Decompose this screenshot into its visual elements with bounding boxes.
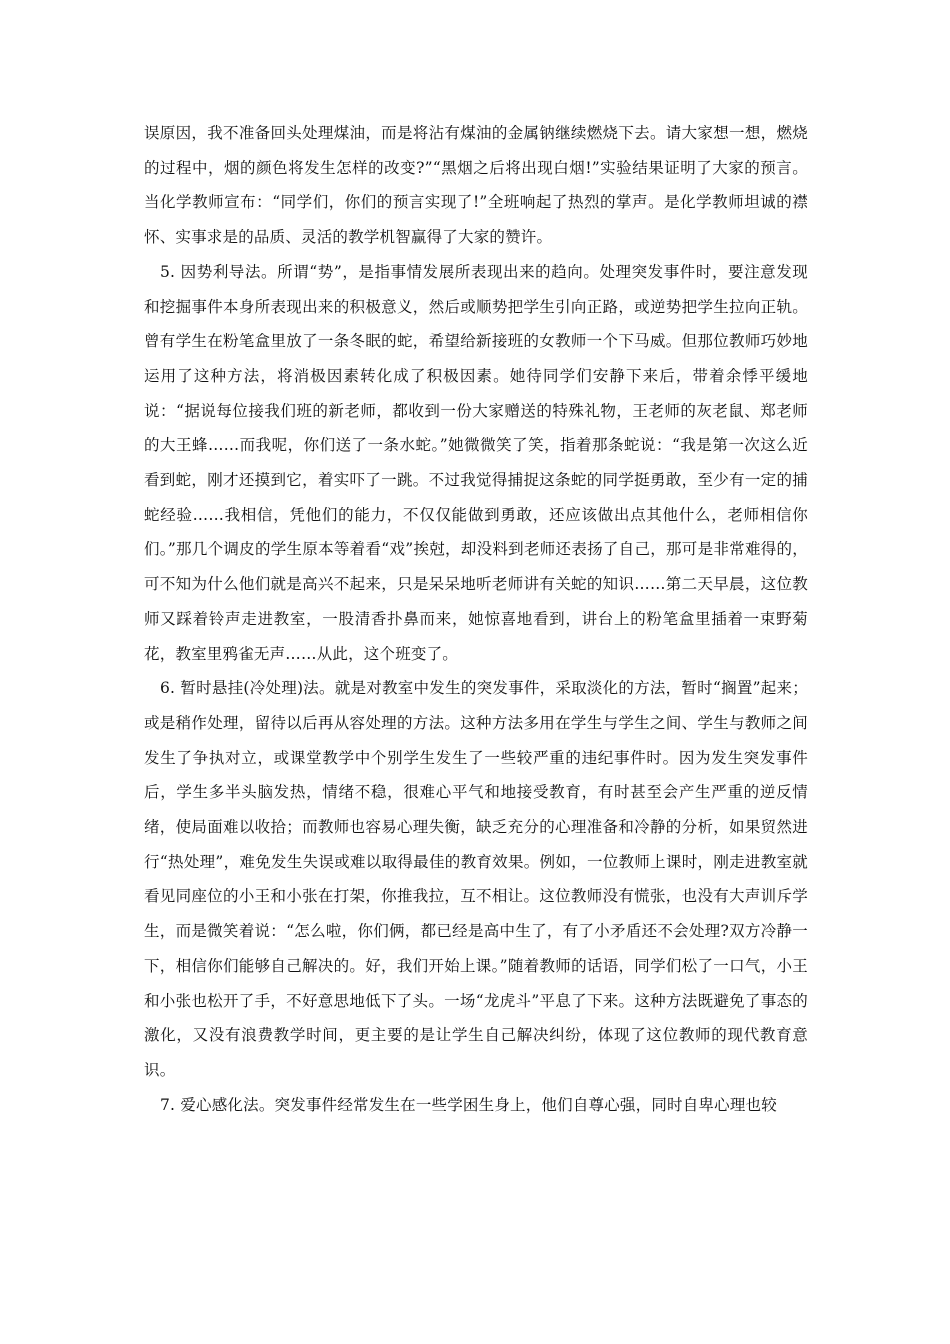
- paragraph-continuation: 误原因，我不准备回头处理煤油，而是将沾有煤油的金属钠继续燃烧下去。请大家想一想，燃烧的过程中，烟的颜色将发生怎样的改变?”“黑烟之后将出现白烟!”实验结果证明了大家的预言。当化学教师宣布：“同学们，你们的预言实现了!”全班响起了热烈的掌声。是化学教师坦诚的襟怀、实事求是的品质、灵活的教学机智赢得了大家的赞许。: [144, 124, 808, 247]
- paragraph-method-6: 6. 暂时悬挂(冷处理)法。就是对教室中发生的突发事件，采取淡化的方法，暂时“搁置”起来；或是稍作处理，留待以后再从容处理的方法。这种方法多用在学生与学生之间、学生与教师之间发生了争执对立，或课堂教学中个别学生发生了一些较严重的违纪事件时。因为发生突发事件后，学生多半头脑发热，情绪不稳，很难心平气和地接受教育，有时甚至会产生严重的逆反情绪，使局面难以收拾；而教师也容易心理失衡，缺乏充分的心理准备和冷静的分析，如果贸然进行“热处理”，难免发生失误或难以取得最佳的教育效果。例如，一位教师上课时，刚走进教室就看见同座位的小王和小张在打架，你推我拉，互不相让。这位教师没有慌张，也没有大声训斥学生，而是微笑着说：“怎么啦，你们俩，都已经是高中生了，有了小矛盾还不会处理?双方冷静一下，相信你们能够自己解决的。好，我们开始上课。”随着教师的话语，同学们松了一口气，小王和小张也松开了手，不好意思地低下了头。一场“龙虎斗”平息了下来。这种方法既避免了事态的激化，又没有浪费教学时间，更主要的是让学生自己解决纠纷，体现了这位教师的现代教育意识。: [144, 679, 808, 1079]
- paragraph-method-7: 7. 爱心感化法。突发事件经常发生在一些学困生身上，他们自尊心强，同时自卑心理也较: [160, 1095, 777, 1114]
- document-body: [144, 116, 808, 1122]
- paragraph-method-5: 5. 因势利导法。所谓“势”，是指事情发展所表现出来的趋向。处理突发事件时，要注意发现和挖掘事件本身所表现出来的积极意义，然后或顺势把学生引向正路，或逆势把学生拉向正轨。曾有学生在粉笔盒里放了一条冬眠的蛇，希望给新接班的女教师一个下马威。但那位教师巧妙地运用了这种方法，将消极因素转化成了积极因素。她待同学们安静下来后，带着余悸平缓地说：“据说每位接我们班的新老师，都收到一份大家赠送的特殊礼物，王老师的灰老鼠、郑老师的大王蜂……而我呢，你们送了一条水蛇。”她微微笑了笑，指着那条蛇说：“我是第一次这么近看到蛇，刚才还摸到它，着实吓了一跳。不过我觉得捕捉这条蛇的同学挺勇敢，至少有一定的捕蛇经验……我相信，凭他们的能力，不仅仅能做到勇敢，还应该做出点其他什么，老师相信你们。”那几个调皮的学生原本等着看“戏”挨尅，却没料到老师还表扬了自己，那可是非常难得的，可不知为什么他们就是高兴不起来，只是呆呆地听老师讲有关蛇的知识……第二天早晨，这位教师又踩着铃声走进教室，一股清香扑鼻而来，她惊喜地看到，讲台上的粉笔盒里插着一束野菊花，教室里鸦雀无声……从此，这个班变了。: [144, 262, 808, 663]
